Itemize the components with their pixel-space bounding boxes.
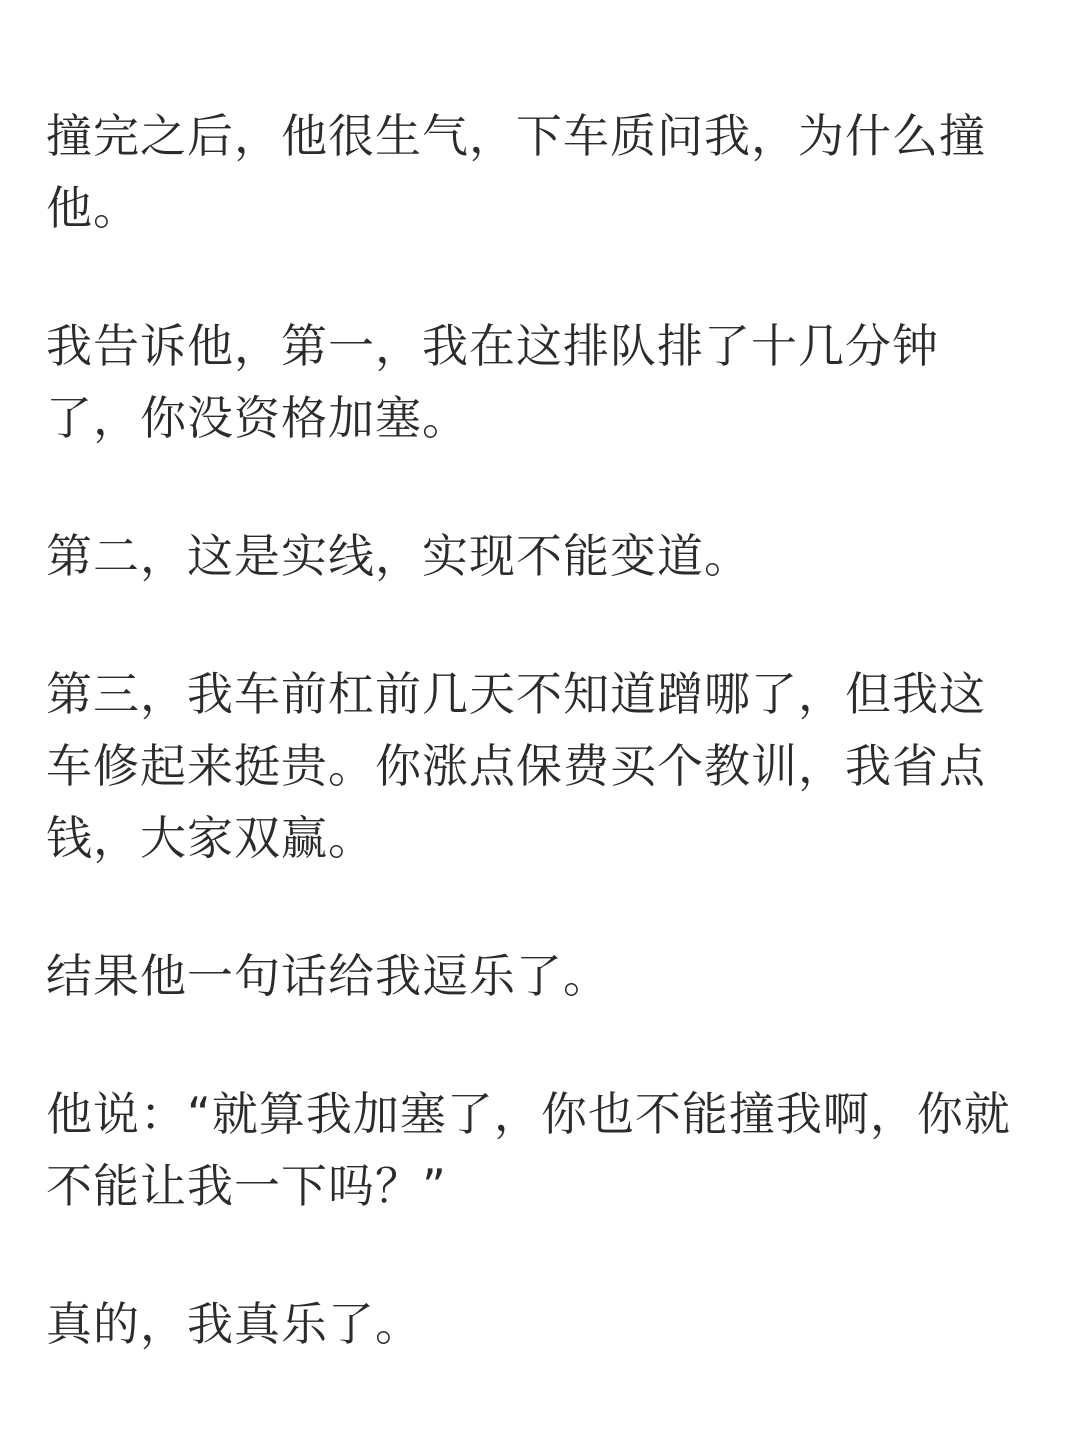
article-body <box>46 100 1046 1360</box>
paragraph-gap <box>46 1222 1046 1288</box>
line: 了，你没资格加塞。 <box>46 391 469 445</box>
paragraph-3 <box>46 520 1046 592</box>
line: 撞完之后，他很生气，下车质问我，为什么撞 <box>46 109 986 163</box>
line: 第二，这是实线，实现不能变道。 <box>46 529 751 583</box>
line: 结果他一句话给我逗乐了。 <box>46 949 610 1003</box>
paragraph-4 <box>46 658 1046 874</box>
line: 车修起来挺贵。你涨点保费买个教训，我省点 <box>46 739 986 793</box>
paragraph-gap <box>46 454 1046 520</box>
paragraph-gap <box>46 244 1046 310</box>
paragraph-gap <box>46 592 1046 658</box>
paragraph-gap <box>46 874 1046 940</box>
line: 他。 <box>46 181 140 235</box>
line: 不能让我一下吗？” <box>46 1159 447 1213</box>
paragraph-gap <box>46 1012 1046 1078</box>
line: 真的，我真乐了。 <box>46 1297 422 1351</box>
line: 我告诉他，第一，我在这排队排了十几分钟 <box>46 319 939 373</box>
line: 他说：“就算我加塞了，你也不能撞我啊，你就 <box>46 1087 1011 1141</box>
paragraph-6 <box>46 1078 1046 1222</box>
paragraph-2 <box>46 310 1046 454</box>
paragraph-1 <box>46 100 1046 244</box>
line: 钱，大家双赢。 <box>46 811 375 865</box>
paragraph-5 <box>46 940 1046 1012</box>
line: 第三，我车前杠前几天不知道蹭哪了，但我这 <box>46 667 986 721</box>
paragraph-7 <box>46 1288 1046 1360</box>
